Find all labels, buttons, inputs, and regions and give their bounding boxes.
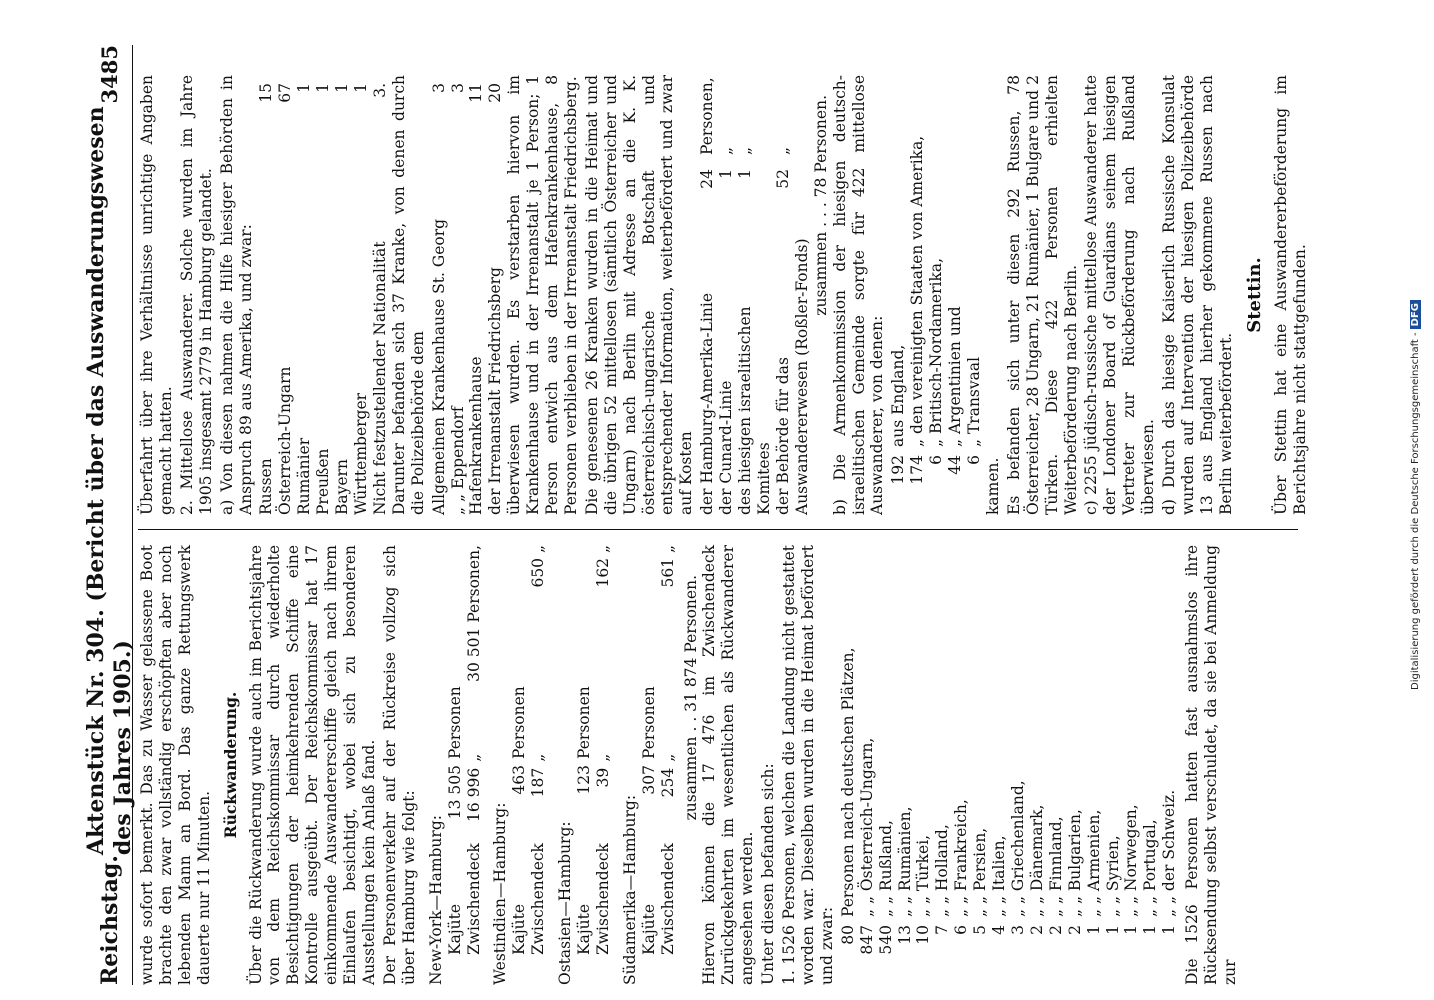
person-row	[839, 545, 858, 985]
paragraph: Über Stettin hat eine Auswandererbeförderung im Berichtsjahre nicht stattgefunden.	[1271, 75, 1309, 515]
person-text: „ „ Holland,	[933, 824, 952, 917]
nat-row	[257, 75, 276, 515]
armen-count: 192	[889, 455, 908, 485]
nat-label: Preußen	[314, 448, 333, 515]
cost-value: 24	[698, 169, 717, 189]
nat-label: Württemberger	[351, 392, 370, 515]
cost-row	[774, 75, 812, 515]
cost-label: der Cunard-Linie	[717, 380, 736, 515]
hosp-value: 20	[486, 83, 505, 103]
paragraph: a) Von diesen nahmen die Hilfe hiesiger Behörden in Anspruch 89 aus Amerika, und zwar:	[217, 75, 255, 515]
nat-row	[371, 75, 390, 515]
nat-value: 15	[257, 83, 276, 103]
armen-count: 6	[964, 455, 983, 465]
person-text: „ „ der Schweiz.	[1160, 789, 1179, 917]
armen-text: „ den vereinigten Staaten von Amerika,	[908, 135, 927, 447]
cost-unit: „	[773, 146, 792, 155]
route-unit: Personen	[575, 686, 594, 759]
nat-row	[295, 75, 314, 515]
person-row	[877, 545, 896, 985]
paragraph: b) Die Armenkommission der hiesigen deutsch-israelitischen Gemeinde sorgte für 422 mittellose Auswanderer, von denen:	[830, 75, 887, 515]
person-text: „ „ Italien,	[990, 835, 1009, 917]
person-text: Personen nach deutschen Plätzen,	[838, 647, 857, 917]
route-block	[491, 545, 548, 985]
person-count: 6	[952, 925, 971, 935]
digitization-note	[1410, 300, 1421, 690]
route-label: Kajüte	[639, 903, 658, 955]
cost-label: der Behörde für das Auswandererwesen (Roßler-Fonds)	[773, 238, 811, 515]
route-label: Zwischendeck	[593, 843, 612, 955]
person-count: 2	[1046, 925, 1065, 935]
route-label: Zwischendeck	[529, 843, 548, 955]
person-row	[914, 545, 933, 985]
person-text: „ „ Rußland,	[876, 820, 895, 917]
person-row	[1009, 545, 1028, 985]
nat-row	[352, 75, 371, 515]
person-row	[933, 545, 952, 985]
person-count: 1	[1141, 925, 1160, 935]
person-count: 4	[990, 925, 1009, 935]
nat-label: Rumänier	[295, 437, 314, 515]
route-row	[575, 545, 594, 985]
paragraph: kamen.	[983, 457, 1002, 515]
hosp-row	[486, 75, 505, 515]
person-row	[1066, 545, 1085, 985]
person-text: „ „ Finnland,	[1046, 816, 1065, 917]
sum-text: zusammen . . 31 874 Personen.	[681, 575, 700, 821]
armen-row	[889, 75, 908, 515]
nat-value: 3.	[370, 83, 389, 98]
nat-row	[314, 75, 333, 515]
person-row	[1160, 545, 1179, 985]
route-name: Südamerika—Hamburg:	[620, 794, 639, 985]
cost-label: des hiesigen israelitischen Komitees	[736, 306, 773, 515]
cost-row	[736, 75, 774, 515]
person-row	[1141, 545, 1160, 985]
cost-unit: „	[736, 146, 755, 155]
header-rule	[132, 45, 133, 985]
route-row	[446, 545, 465, 985]
route-row	[465, 545, 484, 985]
document-page	[83, 45, 1340, 985]
person-count: 80	[838, 925, 857, 945]
paragraph: Der Personenverkehr auf der Rückreise vollzog sich über Hamburg wie folgt:	[380, 545, 418, 985]
costs-list	[698, 75, 811, 515]
dfg-logo: DFG	[1410, 300, 1421, 329]
cost-label: der Hamburg-Amerika-Linie	[698, 292, 717, 515]
route-unit: Personen	[445, 686, 464, 759]
route-value: 13 505	[445, 765, 464, 820]
person-count: 1	[1103, 925, 1122, 935]
page-number: 3485	[97, 45, 123, 104]
route-label: Kajüte	[575, 903, 594, 955]
nat-label: Nicht festzustellender Nationalität	[370, 241, 389, 515]
paragraph: Die 1526 Personen hatten fast ausnahmslos ihre Rücksendung selbst verschuldet, da sie bei Anmeldung zur	[1183, 545, 1239, 985]
cost-value: 1	[717, 169, 736, 179]
armen-row	[927, 75, 946, 515]
paragraph: 1. 1526 Personen, welchen die Landung nicht gestattet worden war. Dieselben wurden in die Heimat befördert und zwar:	[780, 545, 836, 985]
person-row	[1028, 545, 1047, 985]
person-row	[1047, 545, 1066, 985]
hosp-label: Hafenkrankenhause	[467, 356, 486, 515]
route-name: Westindien—Hamburg:	[491, 802, 510, 985]
person-row	[971, 545, 990, 985]
nat-label: Österreich-Ungarn	[276, 366, 295, 515]
person-row	[990, 545, 1009, 985]
nat-row	[333, 75, 352, 515]
nat-value: 1	[314, 83, 333, 93]
persons-list	[839, 545, 1179, 985]
hosp-row	[430, 75, 449, 515]
hosp-label: der Irrenanstalt Friedrichsberg	[486, 267, 505, 515]
person-row	[1122, 545, 1141, 985]
route-value: 123	[575, 765, 594, 795]
nat-value: 1	[295, 83, 314, 93]
nat-value: 67	[276, 83, 295, 103]
route-total: 561 „	[658, 545, 677, 588]
route-value: 463	[510, 765, 529, 795]
route-value: 187	[529, 767, 548, 798]
page-header	[83, 45, 136, 985]
person-text: „ „ Österreich-Ungarn,	[857, 737, 876, 917]
person-row	[896, 545, 915, 985]
person-text: „ „ Dänemark,	[1027, 804, 1046, 917]
nat-label: Russen	[257, 458, 276, 515]
paragraph: 2. Mittellose Auswanderer. Solche wurden im Jahre 1905 insgesamt 2779 in Hamburg gelandet.	[177, 75, 215, 515]
hosp-value: 3	[429, 83, 448, 93]
route-unit: „	[593, 753, 612, 762]
person-row	[1085, 545, 1104, 985]
hosp-row	[449, 75, 468, 515]
route-row	[640, 545, 659, 985]
costs-sum-text: zusammen . . . 78 Personen.	[811, 95, 830, 316]
nat-value: 1	[333, 83, 352, 93]
person-text: „ „ Armenien,	[1084, 809, 1103, 917]
cost-unit: „	[717, 146, 736, 155]
paragraph: wurde sofort bemerkt. Das zu Wasser gelassene Boot brachte den zwar vollständig erschöpften aber noch lebenden Mann an Bord. Das ganze Rettungswerk dauerte nur 11 Minuten.	[138, 545, 213, 985]
section-heading: Rückwanderung.	[220, 691, 240, 839]
route-value: 39	[593, 767, 612, 788]
paragraph: Die genesenen 26 Kranken wurden in die Heimat und die übrigen 52 mittellosen (sämtlich Österreicher und Ungarn) nach Berlin mit Adresse an die K. K. österreichisch-ungarische Botschaft und entsprechender Information, weiterbefördert und zwar auf Kosten	[582, 75, 696, 515]
column-divider	[138, 529, 1298, 530]
hosp-row	[467, 75, 486, 515]
route-row	[594, 545, 613, 985]
person-count: 540	[876, 925, 895, 955]
person-count: 2	[1065, 925, 1084, 935]
hosp-value: 11	[467, 83, 486, 103]
route-block	[621, 545, 678, 985]
person-row	[858, 545, 877, 985]
route-row	[659, 545, 678, 985]
armen-row	[908, 75, 927, 515]
nat-value: 1	[351, 83, 370, 93]
person-count: 13	[895, 925, 914, 945]
person-count: 5	[971, 925, 990, 935]
armen-text: aus England,	[889, 344, 908, 447]
person-count: 7	[933, 925, 952, 935]
paragraph: d) Durch das hiesige Kaiserlich Russische Konsulat wurden auf Intervention der hiesigen Polizeibehörde 13 aus England hierher gekommene Russen nach Berlin weiterbefördert.	[1160, 75, 1235, 515]
route-tables	[427, 545, 678, 985]
route-label: Kajüte	[510, 903, 529, 955]
person-text: „ „ Rumänien,	[895, 806, 914, 917]
digitization-text: Digitalisierung gefördert durch die Deutsche Forschungsgemeinschaft -	[1410, 332, 1421, 690]
cost-unit: Personen,	[698, 77, 717, 155]
armen-count: 44	[946, 455, 965, 475]
route-label: Zwischendeck	[658, 843, 677, 955]
person-text: „ „ Syrien,	[1103, 835, 1122, 917]
route-unit: „	[464, 753, 483, 762]
route-name: New-York—Hamburg:	[426, 815, 445, 985]
route-total: 162 „	[593, 545, 612, 588]
route-unit: Personen	[510, 686, 529, 759]
person-text: „ „ Frankreich,	[952, 799, 971, 917]
person-row	[952, 545, 971, 985]
person-text: „ „ Türkei,	[914, 834, 933, 917]
route-name: Ostasien—Hamburg:	[556, 821, 575, 985]
cost-value: 1	[736, 169, 755, 179]
cost-row	[717, 75, 736, 515]
route-value: 16 996	[464, 767, 483, 823]
person-count: 3	[1008, 925, 1027, 935]
person-count: 2	[1027, 925, 1046, 935]
route-total: 30 501 Personen,	[464, 545, 483, 682]
route-block	[427, 545, 484, 985]
header-left: Reichstag.	[96, 855, 123, 985]
paragraph: überwiesen wurden. Es verstarben hiervon im Krankenhause und in der Irrenanstalt je 1 Person; 1 Person entwich aus dem Hafenkrankenhause, 8 Personen verblieben in der Irrenanstalt Friedrichsberg.	[505, 75, 580, 515]
paragraph: Hiervon können die 17 476 im Zwischendeck Zurückgekehrten im wesentlichen als Rückwanderer angesehen werden.	[700, 545, 757, 985]
header-center: Aktenstück Nr. 304. (Bericht über das Auswanderungswesen des Jahres 1905.)	[83, 106, 136, 856]
section-heading-stettin: Stettin.	[1243, 257, 1265, 333]
route-unit: Personen	[639, 686, 658, 759]
hospital-list	[430, 75, 506, 515]
hosp-label: Allgemeinen Krankenhause St. Georg	[429, 218, 448, 515]
paragraph: Es befanden sich unter diesen 292 Russen, 78 Österreicher, 28 Ungarn, 21 Rumänier, 1 Bulgare und 2 Türken. Diese 422 Personen erhielten Weiterbeförderung nach Berlin.	[1004, 75, 1080, 515]
nationality-list	[257, 75, 389, 515]
route-row	[529, 545, 548, 985]
paragraph: c) 2255 jüdisch-russische mittellose Auswanderer hatte der Londoner Board of Guardians seinem hiesigen Vertreter zur Rückbeförderung nach Rußland überwiesen.	[1082, 75, 1158, 515]
route-value: 307	[639, 765, 658, 795]
armen-row	[965, 75, 984, 515]
person-count: 1	[1160, 925, 1179, 935]
nat-row	[276, 75, 295, 515]
armen-count: 174	[908, 455, 927, 485]
armen-list	[889, 75, 984, 515]
paragraph: Über die Rückwanderung wurde auch im Berichtsjahre von dem Reichskommissar durch wiederholte Besichtigungen der heimkehrenden Schiffe eine Kontrolle ausgeübt. Der Reichskommissar hat 17 einkommende Auswandererschiffe gleich nach ihrem Einlaufen besichtigt, wobei sich zu besonderen Ausstellungen kein Anlaß fand.	[246, 545, 378, 985]
hosp-value: 3	[448, 83, 467, 93]
nat-label: Bayern	[333, 459, 352, 515]
cost-value: 52	[773, 169, 792, 189]
person-text: „ „ Norwegen,	[1122, 804, 1141, 917]
person-text: „ „ Portugal,	[1141, 819, 1160, 917]
route-unit: „	[658, 753, 677, 762]
person-text: „ „ Persien,	[971, 827, 990, 917]
right-column	[138, 75, 1311, 515]
sum-row	[682, 545, 701, 985]
armen-row	[946, 75, 965, 515]
costs-sum-row	[812, 75, 831, 515]
person-count: 1	[1084, 925, 1103, 935]
route-unit: „	[529, 753, 548, 762]
person-row	[1104, 545, 1123, 985]
armen-text: „ Argentinien und	[946, 306, 965, 447]
route-label: Zwischendeck	[464, 843, 483, 955]
person-text: „ „ Bulgarien,	[1065, 809, 1084, 917]
person-count: 10	[914, 925, 933, 945]
route-total: 650 „	[529, 545, 548, 588]
left-column	[138, 545, 1242, 985]
person-count: 1	[1122, 925, 1141, 935]
cost-row	[698, 75, 717, 515]
route-block	[556, 545, 613, 985]
armen-text: „ Britisch-Nordamerika,	[927, 257, 946, 447]
person-text: „ „ Griechenland,	[1008, 780, 1027, 917]
paragraph: Überfahrt über ihre Verhältnisse unrichtige Angaben gemacht hatten.	[138, 75, 175, 515]
armen-text: „ Transvaal	[964, 356, 983, 447]
paragraph: Unter diesen befanden sich:	[759, 763, 778, 985]
hosp-label: „ „ Eppendorf	[448, 406, 467, 515]
route-label: Kajüte	[445, 903, 464, 955]
armen-count: 6	[927, 455, 946, 465]
route-value: 254	[658, 767, 677, 798]
route-row	[510, 545, 529, 985]
paragraph: Darunter befanden sich 37 Kranke, von denen durch die Polizeibehörde dem	[389, 75, 427, 515]
person-count: 847	[857, 925, 876, 955]
